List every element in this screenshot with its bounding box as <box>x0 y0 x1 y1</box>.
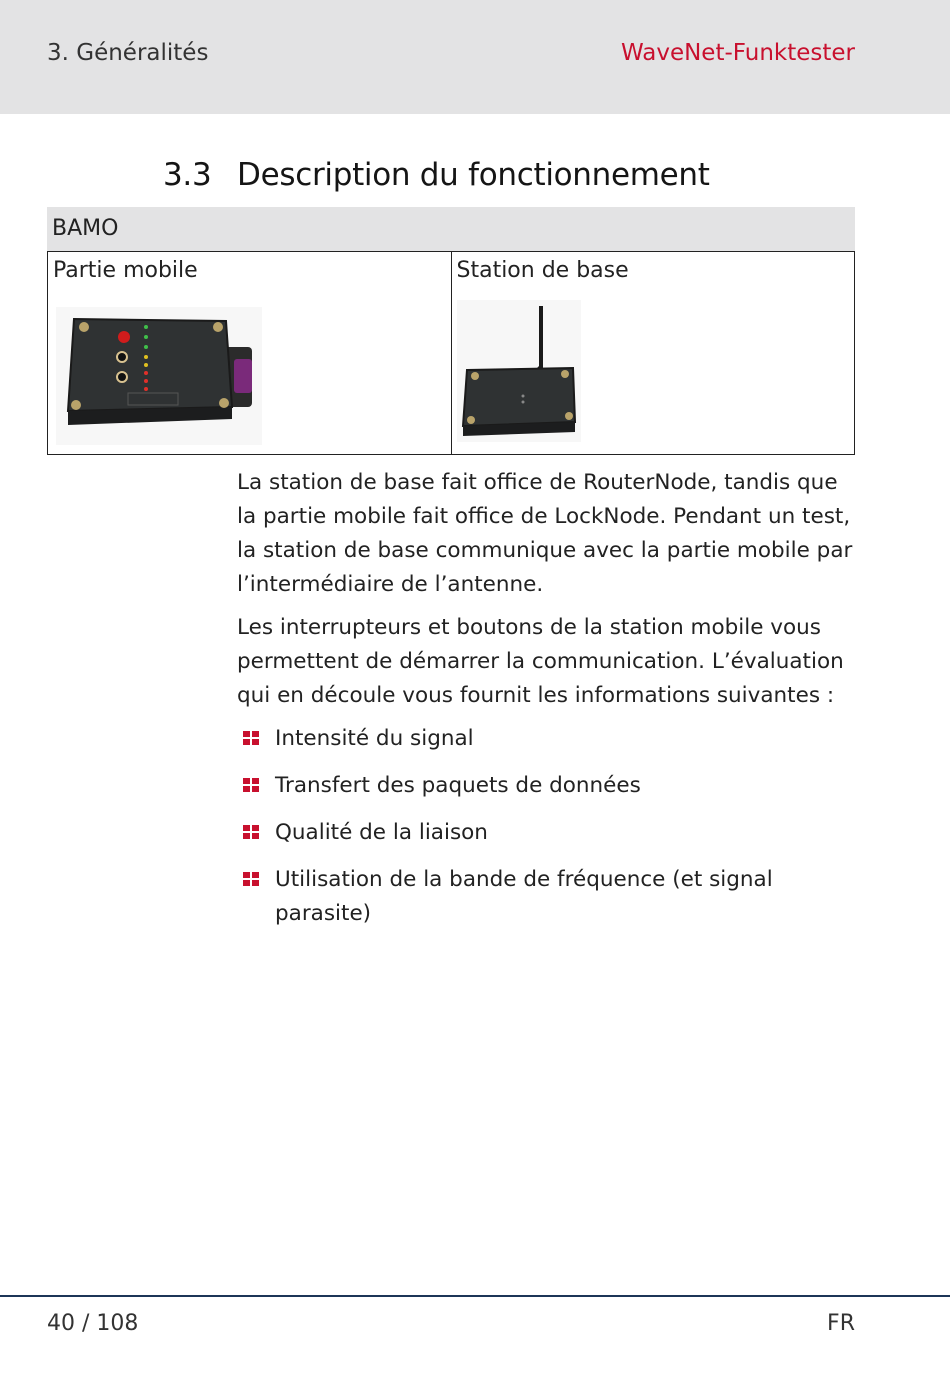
table-heading: BAMO <box>47 207 855 251</box>
mobile-unit-label: Partie mobile <box>53 258 198 283</box>
footer-rule <box>0 1295 950 1297</box>
paragraph: La station de base fait office de RouterNode, tandis que la partie mobile fait office de LockNode. Pendant un test, la station de base communique avec la partie mobile par l’intermédiaire de l’antenne. <box>237 470 853 597</box>
base-station-cell <box>451 252 855 454</box>
section-title: Description du fonctionnement <box>237 157 710 193</box>
table-row <box>47 251 855 455</box>
red-square-bullet-icon <box>243 825 260 840</box>
paragraph: Les interrupteurs et boutons de la station mobile vous permettent de démarrer la communication. L’évaluation qui en découle vous fournit les informations suivantes : <box>237 615 844 708</box>
red-square-bullet-icon <box>243 731 260 746</box>
language-code: FR <box>827 1311 855 1336</box>
list-item <box>237 769 855 803</box>
mobile-unit-cell <box>48 252 451 454</box>
list-item-text: Transfert des paquets de données <box>275 773 641 798</box>
mobile-unit-photo <box>56 307 262 445</box>
list-item <box>237 816 855 850</box>
list-item <box>237 722 855 756</box>
base-station-label: Station de base <box>456 258 629 283</box>
red-square-bullet-icon <box>243 778 260 793</box>
list-item-text: Utilisation de la bande de fréquence (et signal parasite) <box>275 867 773 926</box>
red-square-bullet-icon <box>243 872 260 887</box>
list-item-text: Intensité du signal <box>275 726 474 751</box>
page-number: 40 / 108 <box>47 1311 139 1336</box>
section-heading <box>163 157 710 193</box>
device-table <box>47 207 855 455</box>
section-number: 3.3 <box>163 157 212 193</box>
feature-list <box>237 722 855 931</box>
list-item-text: Qualité de la liaison <box>275 820 488 845</box>
page-header <box>0 0 950 114</box>
base-station-photo <box>457 300 581 442</box>
list-item <box>237 863 855 931</box>
description-text <box>237 466 855 944</box>
product-name: WaveNet-Funktester <box>620 40 855 66</box>
chapter-label: 3. Généralités <box>47 40 209 66</box>
